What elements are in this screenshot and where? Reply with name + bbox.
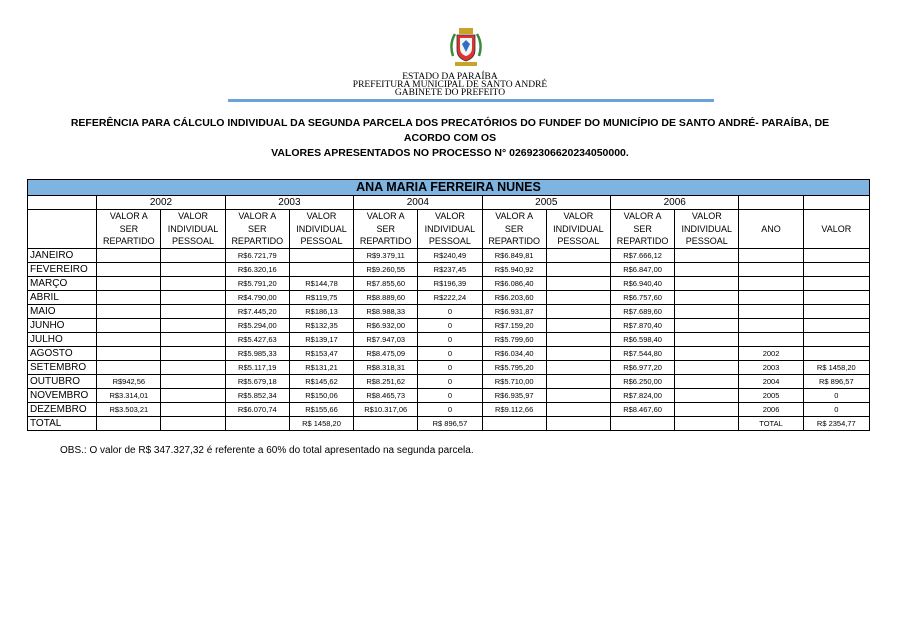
value-cell: 0	[418, 305, 482, 319]
value-cell	[546, 403, 610, 417]
column-header-line: VALOR	[178, 211, 208, 222]
value-cell	[97, 333, 161, 347]
column-header-line: VALOR	[691, 211, 722, 222]
ano-cell	[739, 277, 803, 291]
value-cell: R$6.598,40	[610, 333, 674, 347]
ano-cell: 2003	[739, 361, 803, 375]
value-cell: R$6.320,16	[225, 263, 289, 277]
value-cell	[161, 361, 225, 375]
value-cell	[546, 347, 610, 361]
column-header-line: INDIVIDUAL	[296, 223, 347, 234]
column-header-valor-a-ser-repartido	[354, 210, 418, 249]
value-cell: R$139,17	[289, 333, 353, 347]
month-label: MARÇO	[28, 277, 97, 291]
value-cell: R$6.849,81	[482, 249, 546, 263]
value-cell	[546, 291, 610, 305]
value-cell	[675, 249, 739, 263]
value-cell: R$3.503,21	[97, 403, 161, 417]
column-header-valor-a-ser-repartido	[482, 210, 546, 249]
column-header-line: INDIVIDUAL	[167, 223, 219, 234]
column-header-valor-individual-pessoal	[289, 210, 353, 249]
value-cell: R$5.795,20	[482, 361, 546, 375]
value-cell	[546, 389, 610, 403]
value-cell: R$6.721,79	[225, 249, 289, 263]
valor-cell: R$ 896,57	[803, 375, 869, 389]
value-cell: R$8.251,62	[354, 375, 418, 389]
table-row	[28, 361, 870, 375]
value-cell	[161, 291, 225, 305]
value-cell	[289, 263, 353, 277]
value-cell	[161, 403, 225, 417]
month-label: SETEMBRO	[28, 361, 97, 375]
year-header: 2004	[354, 196, 482, 210]
month-label: AGOSTO	[28, 347, 97, 361]
value-cell: R$119,75	[289, 291, 353, 305]
value-cell: R$9.112,66	[482, 403, 546, 417]
value-cell: R$240,49	[418, 249, 482, 263]
table-row	[28, 263, 870, 277]
column-header-line: INDIVIDUAL	[553, 223, 604, 234]
ano-cell: 2004	[739, 375, 803, 389]
valor-cell	[803, 305, 869, 319]
value-cell: R$7.445,20	[225, 305, 289, 319]
value-cell	[610, 417, 674, 431]
ano-cell: 2005	[739, 389, 803, 403]
value-cell	[97, 249, 161, 263]
table-row	[28, 403, 870, 417]
column-header-valor-individual-pessoal	[675, 210, 739, 249]
value-cell	[675, 403, 739, 417]
value-cell: R$6.935,97	[482, 389, 546, 403]
value-cell	[97, 263, 161, 277]
reference-line-1: REFERÊNCIA PARA CÁLCULO INDIVIDUAL DA SEGUNDA PARCELA DOS PRECATÓRIOS DO FUNDEF DO MUNICÍPIO DE SANTO ANDRÉ- PARAÍBA, DE ACORDO COM OS	[70, 117, 830, 144]
value-cell: R$6.203,60	[482, 291, 546, 305]
valor-cell	[803, 291, 869, 305]
empty-cell	[739, 196, 803, 210]
value-cell	[546, 417, 610, 431]
valor-cell	[803, 333, 869, 347]
value-cell	[354, 417, 418, 431]
table-row	[28, 305, 870, 319]
value-cell: R$5.427,63	[225, 333, 289, 347]
municipality-name: PREFEITURA MUNICIPAL DE SANTO ANDRÉ	[352, 80, 548, 90]
value-cell: R$150,06	[289, 389, 353, 403]
value-cell: R$8.467,60	[610, 403, 674, 417]
value-cell: R$7.855,60	[354, 277, 418, 291]
column-header-line: REPARTIDO	[616, 236, 669, 247]
value-cell: R$10.317,06	[354, 403, 418, 417]
value-cell: R$7.544,80	[610, 347, 674, 361]
valor-cell	[803, 347, 869, 361]
value-cell	[675, 375, 739, 389]
value-cell: R$4.790,00	[225, 291, 289, 305]
value-cell	[161, 389, 225, 403]
value-cell	[161, 319, 225, 333]
value-cell: R$8.318,31	[354, 361, 418, 375]
value-cell: R$8.475,09	[354, 347, 418, 361]
value-cell: R$6.086,40	[482, 277, 546, 291]
column-header-line: PESSOAL	[300, 236, 343, 247]
value-cell: 0	[418, 319, 482, 333]
ano-cell	[739, 305, 803, 319]
value-cell: R$9.260,55	[354, 263, 418, 277]
value-cell: R$5.985,33	[225, 347, 289, 361]
month-label: JUNHO	[28, 319, 97, 333]
year-header: 2003	[225, 196, 353, 210]
reference-line-2: VALORES APRESENTADOS NO PROCESSO N° 02692306620234050000.	[271, 147, 629, 159]
value-cell	[546, 263, 610, 277]
ano-cell	[739, 249, 803, 263]
column-header-line: REPARTIDO	[103, 236, 155, 247]
table-row	[28, 333, 870, 347]
table-row	[28, 249, 870, 263]
value-cell: R$144,78	[289, 277, 353, 291]
month-label: OUTUBRO	[28, 375, 97, 389]
value-cell	[161, 277, 225, 291]
valor-cell	[803, 319, 869, 333]
value-cell: R$186,13	[289, 305, 353, 319]
table-row	[28, 347, 870, 361]
value-cell	[289, 249, 353, 263]
column-header-line: VALOR A	[238, 211, 277, 222]
value-cell	[161, 333, 225, 347]
column-header-valor-a-ser-repartido	[610, 210, 674, 249]
value-cell	[97, 291, 161, 305]
month-label: JULHO	[28, 333, 97, 347]
value-cell	[161, 375, 225, 389]
month-label: MAIO	[28, 305, 97, 319]
value-cell: R$ 896,57	[418, 417, 482, 431]
value-cell: R$7.947,03	[354, 333, 418, 347]
column-header-ano: ANO	[739, 210, 803, 249]
column-header-line: INDIVIDUAL	[681, 223, 733, 234]
ano-cell: 2002	[739, 347, 803, 361]
value-cell	[675, 305, 739, 319]
value-cell: R$7.159,20	[482, 319, 546, 333]
value-cell	[97, 305, 161, 319]
value-cell	[161, 417, 225, 431]
reference-title	[60, 116, 840, 161]
value-cell: R$3.314,01	[97, 389, 161, 403]
value-cell: 0	[418, 403, 482, 417]
empty-cell	[803, 196, 869, 210]
value-cell: R$6.034,40	[482, 347, 546, 361]
table-row	[28, 319, 870, 333]
month-label: ABRIL	[28, 291, 97, 305]
valor-cell: R$ 2354,77	[803, 417, 869, 431]
table-row	[28, 277, 870, 291]
column-header-line: SER	[248, 223, 267, 234]
value-cell: R$6.931,87	[482, 305, 546, 319]
header-divider	[228, 99, 714, 102]
column-header-line: SER	[376, 223, 395, 234]
value-cell: R$131,21	[289, 361, 353, 375]
column-header-valor-individual-pessoal	[161, 210, 225, 249]
value-cell	[97, 277, 161, 291]
office-name: GABINETE DO PREFEITO	[394, 88, 506, 98]
value-cell	[546, 361, 610, 375]
value-cell: R$9.379,11	[354, 249, 418, 263]
value-cell: R$7.666,12	[610, 249, 674, 263]
value-cell	[161, 263, 225, 277]
value-cell	[675, 319, 739, 333]
value-cell: 0	[418, 333, 482, 347]
value-cell	[546, 305, 610, 319]
value-cell	[675, 333, 739, 347]
value-cell: R$6.757,60	[610, 291, 674, 305]
value-cell: R$5.710,00	[482, 375, 546, 389]
valor-cell: 0	[803, 389, 869, 403]
month-label: DEZEMBRO	[28, 403, 97, 417]
column-header-line: VALOR	[306, 211, 337, 222]
value-cell	[225, 417, 289, 431]
value-cell: R$6.250,00	[610, 375, 674, 389]
value-cell: R$942,56	[97, 375, 161, 389]
value-cell	[546, 375, 610, 389]
total-row	[28, 417, 870, 431]
table-row	[28, 291, 870, 305]
value-cell: R$155,66	[289, 403, 353, 417]
coat-of-arms-icon	[449, 26, 483, 70]
value-cell: R$6.940,40	[610, 277, 674, 291]
table-row	[28, 389, 870, 403]
value-cell: R$8.465,73	[354, 389, 418, 403]
value-cell: R$6.070,74	[225, 403, 289, 417]
column-header-line: PESSOAL	[557, 236, 600, 247]
value-cell	[675, 263, 739, 277]
ano-cell	[739, 319, 803, 333]
column-header-line: PESSOAL	[685, 236, 728, 247]
column-header-line: SER	[633, 223, 652, 234]
column-header-valor-individual-pessoal	[546, 210, 610, 249]
value-cell: R$7.689,60	[610, 305, 674, 319]
value-cell	[546, 319, 610, 333]
value-cell: R$6.977,20	[610, 361, 674, 375]
ano-cell	[739, 291, 803, 305]
month-label: FEVEREIRO	[28, 263, 97, 277]
value-cell: R$145,62	[289, 375, 353, 389]
value-cell: R$8.988,33	[354, 305, 418, 319]
value-cell: R$8.889,60	[354, 291, 418, 305]
value-cell: R$196,39	[418, 277, 482, 291]
column-header-line: REPARTIDO	[231, 236, 284, 247]
value-cell: R$ 1458,20	[289, 417, 353, 431]
value-cell: R$132,35	[289, 319, 353, 333]
value-cell: R$5.791,20	[225, 277, 289, 291]
year-header: 2005	[482, 196, 610, 210]
ano-cell: 2006	[739, 403, 803, 417]
value-cell	[675, 389, 739, 403]
column-header-line: VALOR	[563, 211, 594, 222]
value-cell	[161, 249, 225, 263]
value-cell	[97, 319, 161, 333]
column-header-valor-individual-pessoal	[418, 210, 482, 249]
column-header-line: VALOR A	[623, 211, 662, 222]
value-cell: R$5.852,34	[225, 389, 289, 403]
month-label: NOVEMBRO	[28, 389, 97, 403]
value-cell	[675, 291, 739, 305]
value-cell: 0	[418, 375, 482, 389]
column-header-line: VALOR	[435, 211, 465, 222]
value-cell: R$6.847,00	[610, 263, 674, 277]
value-cell	[675, 347, 739, 361]
value-cell: 0	[418, 347, 482, 361]
table-row	[28, 375, 870, 389]
person-name: ANA MARIA FERREIRA NUNES	[28, 180, 870, 196]
valor-cell	[803, 249, 869, 263]
value-cell: 0	[418, 389, 482, 403]
value-cell	[675, 417, 739, 431]
month-label: JANEIRO	[28, 249, 97, 263]
value-cell: R$5.679,18	[225, 375, 289, 389]
column-header-valor: VALOR	[803, 210, 869, 249]
value-cell: R$7.870,40	[610, 319, 674, 333]
value-cell	[482, 417, 546, 431]
column-header-line: PESSOAL	[428, 236, 471, 247]
empty-cell	[28, 196, 97, 210]
column-header-line: VALOR A	[109, 211, 148, 222]
value-cell: R$237,45	[418, 263, 482, 277]
value-cell	[546, 333, 610, 347]
valor-cell: 0	[803, 403, 869, 417]
value-cell: R$5.799,60	[482, 333, 546, 347]
value-cell: R$7.824,00	[610, 389, 674, 403]
value-cell: R$5.294,00	[225, 319, 289, 333]
year-header: 2006	[610, 196, 738, 210]
ano-cell	[739, 333, 803, 347]
column-header-valor-a-ser-repartido	[225, 210, 289, 249]
value-cell	[546, 249, 610, 263]
value-cell	[97, 417, 161, 431]
value-cell	[675, 361, 739, 375]
value-cell: R$5.117,19	[225, 361, 289, 375]
value-cell	[97, 361, 161, 375]
value-cell: R$153,47	[289, 347, 353, 361]
value-cell	[675, 277, 739, 291]
ano-cell	[739, 263, 803, 277]
column-header-line: SER	[119, 223, 139, 234]
column-header-line: INDIVIDUAL	[424, 223, 476, 234]
payment-table	[27, 179, 870, 431]
column-header-line: PESSOAL	[172, 236, 215, 247]
value-cell: R$6.932,00	[354, 319, 418, 333]
valor-cell	[803, 277, 869, 291]
valor-cell: R$ 1458,20	[803, 361, 869, 375]
month-label: TOTAL	[28, 417, 97, 431]
value-cell	[161, 347, 225, 361]
column-header-line: VALOR A	[495, 211, 534, 222]
observation-note: OBS.: O valor de R$ 347.327,32 é referente a 60% do total apresentado na segunda parcela.	[60, 445, 474, 456]
column-header-valor-a-ser-repartido	[97, 210, 161, 249]
value-cell	[161, 305, 225, 319]
valor-cell	[803, 263, 869, 277]
column-header-line: REPARTIDO	[488, 236, 540, 247]
value-cell: R$5.940,92	[482, 263, 546, 277]
column-header-line: SER	[504, 223, 524, 234]
value-cell	[97, 347, 161, 361]
ano-cell: TOTAL	[739, 417, 803, 431]
value-cell	[546, 277, 610, 291]
value-cell: R$222,24	[418, 291, 482, 305]
year-header: 2002	[97, 196, 225, 210]
column-header-line: REPARTIDO	[359, 236, 412, 247]
column-header-line: VALOR A	[366, 211, 405, 222]
state-name: ESTADO DA PARAÍBA	[402, 72, 498, 82]
empty-cell	[28, 210, 97, 249]
value-cell: 0	[418, 361, 482, 375]
